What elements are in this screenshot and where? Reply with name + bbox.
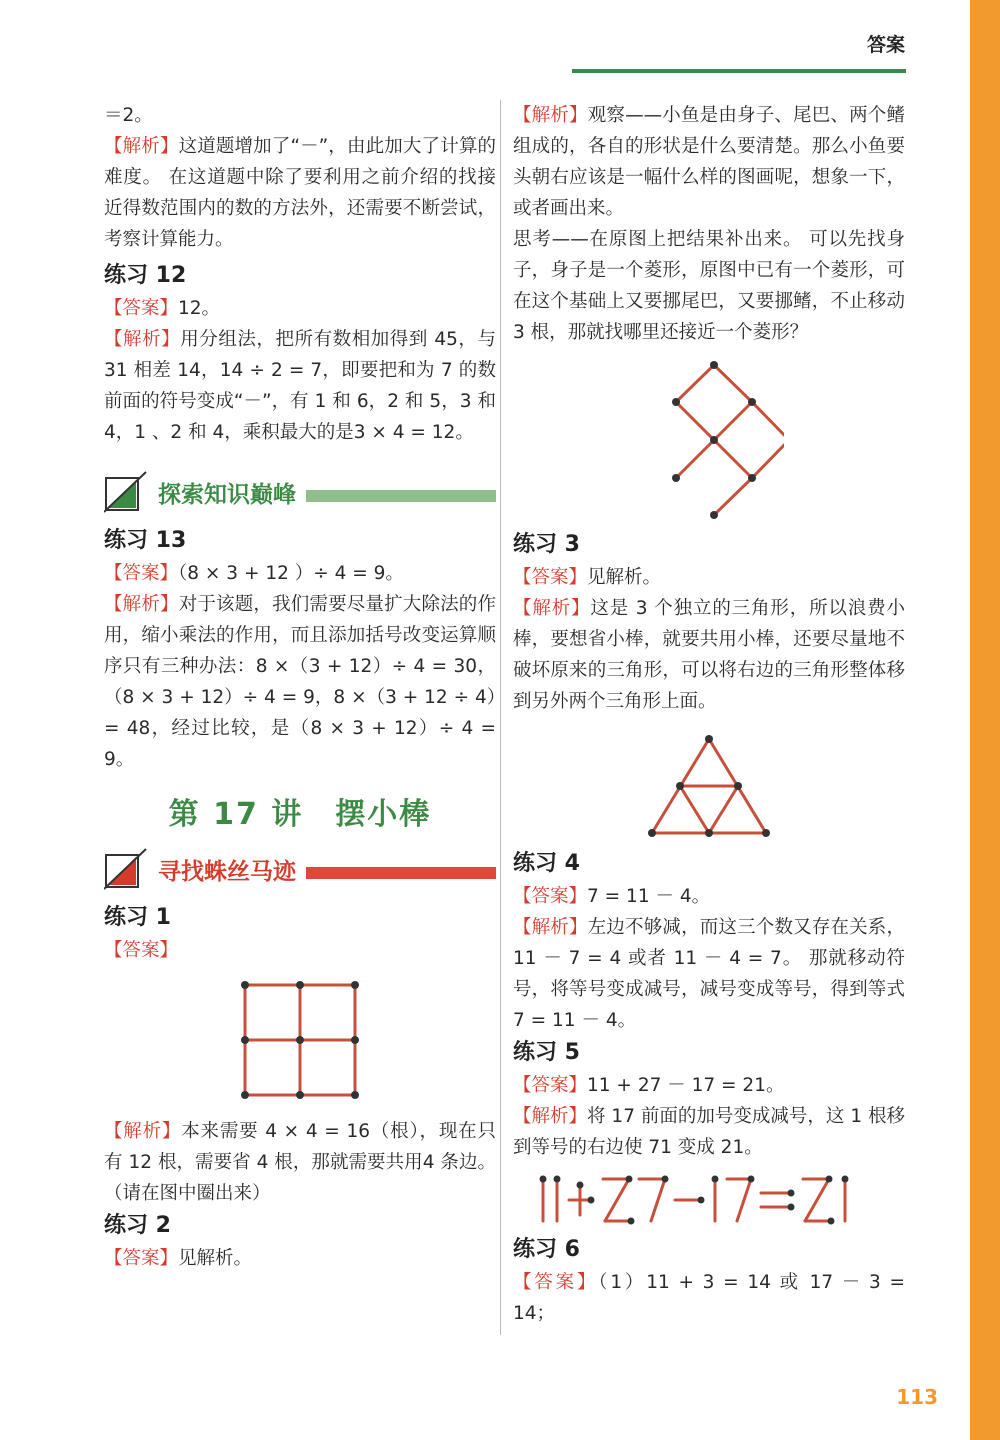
exercise-4-analysis: 【解析】左边不够减，而这三个数又存在关系，11 － 7 = 4 或者 11 － 4 = 7。 那就移动符号，将等号变成减号，减号变成等号，得到等式 7 = 11 － 4。 xyxy=(513,917,905,1031)
exercise-2-answer: 【答案】见解析。 xyxy=(104,1248,253,1269)
analysis-tag: 【解析】 xyxy=(513,1106,588,1127)
matchstick-fish-figure xyxy=(634,360,784,520)
analysis-tag: 【解析】 xyxy=(513,917,588,938)
answer-tag: 【答案】 xyxy=(104,298,179,319)
exercise-3-title: 练习 3 xyxy=(513,532,580,557)
answer-tag: 【答案】 xyxy=(513,1272,599,1293)
analysis-tag: 【解析】 xyxy=(104,136,179,157)
exercise-13-analysis: 【解析】对于该题，我们需要尽量扩大除法的作用，缩小乘法的作用，而且添加括号改变运算顺序只有三种办法：8 ×（3 + 12）÷ 4 = 30，（8 × 3 + 12）÷ 4 = 9，8 ×（3 + 12 ÷ 4）= 48，经过比较，是（8 × 3 + 12）÷ 4 = 9。 xyxy=(104,594,496,770)
answer-tag: 【答案】 xyxy=(104,563,179,584)
exercise-6-title: 练习 6 xyxy=(513,1237,580,1262)
exercise-3-answer: 【答案】见解析。 xyxy=(513,567,662,588)
section-line xyxy=(306,867,496,879)
matchstick-grid-figure xyxy=(230,970,370,1110)
section-title: 寻找蛛丝马迹 xyxy=(158,858,296,885)
intro-analysis: 【解析】这道题增加了“－”，由此加大了计算的难度。 在这道题中除了要利用之前介绍的找接近得数范围内的数的方法外，还需要不断尝试，考察计算能力。 xyxy=(104,136,496,250)
analysis-tag: 【解析】 xyxy=(513,105,588,126)
exercise-13-answer: 【答案】（8 × 3 + 12 ）÷ 4 = 9。 xyxy=(104,563,404,584)
section-banner-explore xyxy=(104,466,496,518)
exercise-12-answer: 【答案】12。 xyxy=(104,298,221,319)
exercise-1-answer xyxy=(104,935,496,966)
fish-analysis-observe: 【解析】观察——小鱼是由身子、尾巴、两个鳍组成的，各自的形状是什么要清楚。那么小鱼要头朝右应该是一幅什么样的图画呢，想象一下，或者画出来。 xyxy=(513,105,905,219)
analysis-tag: 【解析】 xyxy=(513,598,591,619)
exercise-5-analysis: 【解析】将 17 前面的加号变成减号，这 1 根移到等号的右边使 71 变成 21。 xyxy=(513,1106,905,1158)
fish-analysis-think: 思考——在原图上把结果补出来。 可以先找身子，身子是一个菱形，原图中已有一个菱形，可在这个基础上又要挪尾巴，又要挪鳍，不止移动 3 根，那就找哪里还接近一个菱形？ xyxy=(513,229,905,343)
answer-tag: 【答案】 xyxy=(104,1248,179,1269)
exercise-4-answer: 【答案】7 = 11 － 4。 xyxy=(513,886,711,907)
header-label: 答案 xyxy=(866,34,905,56)
exercise-5-title: 练习 5 xyxy=(513,1040,580,1065)
header-rule xyxy=(572,69,906,73)
section-banner-clues xyxy=(104,843,496,895)
analysis-tag: 【解析】 xyxy=(104,1121,182,1142)
exercise-13-title: 练习 13 xyxy=(104,528,187,553)
exercise-4-title: 练习 4 xyxy=(513,851,580,876)
left-column xyxy=(104,100,496,1274)
lecture-title: 第 17 讲 摆小棒 xyxy=(168,797,432,832)
right-column xyxy=(513,100,905,1329)
section-line xyxy=(306,490,496,502)
exercise-12-analysis: 【解析】用分组法，把所有数相加得到 45，与 31 相差 14，14 ÷ 2 = 7，即要把和为 7 的数前面的符号变成“－”，有 1 和 6，2 和 5，3 和 4，1 、2 和 4，乘积最大的是3 × 4 = 12。 xyxy=(104,329,496,443)
answer-tag: 【答案】 xyxy=(513,567,588,588)
exercise-3-analysis: 【解析】这是 3 个独立的三角形，所以浪费小棒，要想省小棒，就要共用小棒，还要尽量地不破坏原来的三角形，可以将右边的三角形整体移到另外两个三角形上面。 xyxy=(513,598,905,712)
exercise-12-title: 练习 12 xyxy=(104,263,187,288)
page-number: 113 xyxy=(896,1385,938,1409)
page-edge-strip xyxy=(970,0,1000,1440)
section-flag-icon xyxy=(104,847,148,891)
section-title: 探索知识巅峰 xyxy=(158,481,296,508)
answer-tag: 【答案】 xyxy=(513,1075,588,1096)
exercise-1-analysis: 【解析】本来需要 4 × 4 = 16（根），现在只有 12 根，需要省 4 根，那就需要共用4 条边。（请在图中圈出来） xyxy=(104,1121,496,1204)
exercise-2-title: 练习 2 xyxy=(104,1213,171,1238)
intro-line: ＝2。 xyxy=(104,105,153,126)
section-flag-icon xyxy=(104,470,148,514)
answer-tag: 【答案】 xyxy=(104,940,179,961)
analysis-tag: 【解析】 xyxy=(104,329,181,350)
analysis-tag: 【解析】 xyxy=(104,594,179,615)
exercise-1-title: 练习 1 xyxy=(104,905,171,930)
answer-tag: 【答案】 xyxy=(513,886,588,907)
exercise-5-answer: 【答案】11 + 27 － 17 = 21。 xyxy=(513,1075,785,1096)
column-divider xyxy=(500,100,501,1335)
matchstick-triangle-figure xyxy=(644,731,774,841)
matchstick-equation-figure xyxy=(529,1173,889,1229)
exercise-6-answer: 【答案】（1）11 + 3 = 14 或 17 － 3 = 14； xyxy=(513,1272,905,1324)
